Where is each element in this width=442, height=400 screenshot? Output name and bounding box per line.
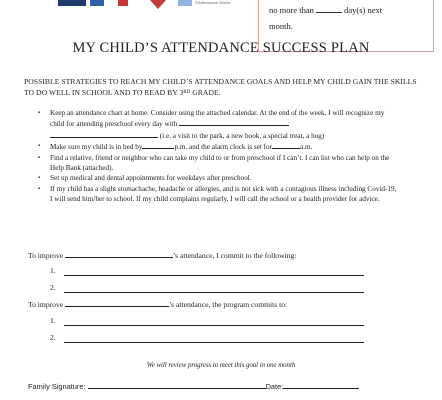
parent-commit-prefix: To improve (28, 251, 64, 260)
strategy-item (38, 173, 398, 183)
program-commit-number: 2. (50, 333, 56, 342)
parent-commit-line-1[interactable] (64, 275, 364, 276)
review-note: We will review progress to meet this goal in one month (146, 362, 296, 369)
parent-commit-line (28, 250, 296, 260)
parent-commit-line-2[interactable] (64, 292, 364, 293)
program-commit-prefix: To improve (28, 300, 64, 309)
goal-box-suffix: day(s) next (344, 5, 383, 15)
logo-bar-light (178, 0, 192, 6)
strategy-text: Keep an attendance chart at home. Consider using the attached calendar. At the end of the week, I will recognize my child for attending preschool every day with (50, 109, 385, 129)
signature-row (28, 380, 359, 391)
bullet-icon: ▪ (38, 110, 41, 116)
strategies-heading-superscript: RD (183, 90, 191, 95)
program-commit-suffix: ’s attendance, the program commits to: (169, 300, 288, 309)
strategies-heading (24, 76, 424, 98)
strategy-text: Make sure my child is in bed by (50, 143, 143, 152)
strategy-item (38, 141, 398, 152)
days-blank[interactable] (316, 4, 342, 13)
goal-box-prefix: no more than (269, 5, 314, 15)
strategy-item (38, 184, 398, 205)
bullet-icon: ▪ (38, 185, 41, 192)
strategy-text: If my child has a slight stomachache, headache or allergies, and is not sick with a contagious illness including Covid-19, I will send him/her to school. If my child complains regularly, I will call the school or a health provider for advice. (50, 184, 397, 204)
parent-commit-number: 2. (50, 283, 56, 292)
goal-box-line-1 (269, 2, 433, 18)
strategy-text-examples: (i.e. a visit to the park, a new book, a special treat, a hug) (159, 131, 325, 140)
bedtime-blank[interactable] (142, 141, 174, 149)
strategy-text: Set up medical and dental appointments for weekdays after preschool. (50, 174, 252, 183)
program-commit-line (28, 299, 287, 309)
parent-commit-number: 1. (50, 266, 56, 275)
child-name-blank[interactable] (65, 250, 173, 258)
logo-bar-red (118, 0, 128, 6)
program-commit-line-1[interactable] (64, 325, 364, 326)
reward-blank-continued[interactable] (50, 130, 158, 138)
strategy-item (38, 153, 398, 174)
strategies-heading-text: POSSIBLE STRATEGIES TO REACH MY CHILD’S ATTENDANCE GOALS AND HELP MY CHILD GAIN THE SKILLS TO DO WELL IN SCHOOL AND TO READ BY 3 (24, 77, 417, 97)
program-commit-number: 1. (50, 316, 56, 325)
bullet-icon: ▪ (38, 175, 41, 182)
alarm-time-blank[interactable] (272, 141, 300, 149)
date-blank[interactable] (283, 380, 359, 389)
strategies-list (38, 108, 398, 205)
page-title: MY CHILD’S ATTENDANCE SUCCESS PLAN (72, 40, 370, 56)
goal-box-line-2: month. (269, 21, 293, 31)
date-label: Date: (265, 382, 284, 391)
strategy-text: Find a relative, friend or neighbor who can take my child to or from preschool if I can’t. I can list who can help on the Help Bank (attached). (50, 153, 390, 173)
logo-caption: ©Attendance Works (195, 0, 231, 5)
program-commit-line-2[interactable] (64, 342, 364, 343)
bullet-icon: ▪ (38, 143, 41, 150)
logo-bar-navy (58, 0, 86, 6)
family-signature-label: Family Signature: (28, 382, 86, 391)
parent-commit-suffix: ’s attendance, I commit to the following: (173, 251, 297, 260)
family-signature-blank[interactable] (88, 380, 266, 389)
bullet-icon: ▪ (38, 154, 41, 161)
logo-peak-icon (150, 0, 166, 9)
strategy-text-alarm: p.m. and the alarm clock is set for (174, 143, 273, 152)
logo-bar-blue (90, 0, 104, 6)
strategies-heading-suffix: GRADE. (190, 88, 221, 97)
reward-blank[interactable] (179, 118, 289, 126)
strategy-item (38, 108, 398, 141)
child-name-blank[interactable] (65, 299, 169, 307)
strategy-text-am: a.m. (300, 143, 313, 152)
